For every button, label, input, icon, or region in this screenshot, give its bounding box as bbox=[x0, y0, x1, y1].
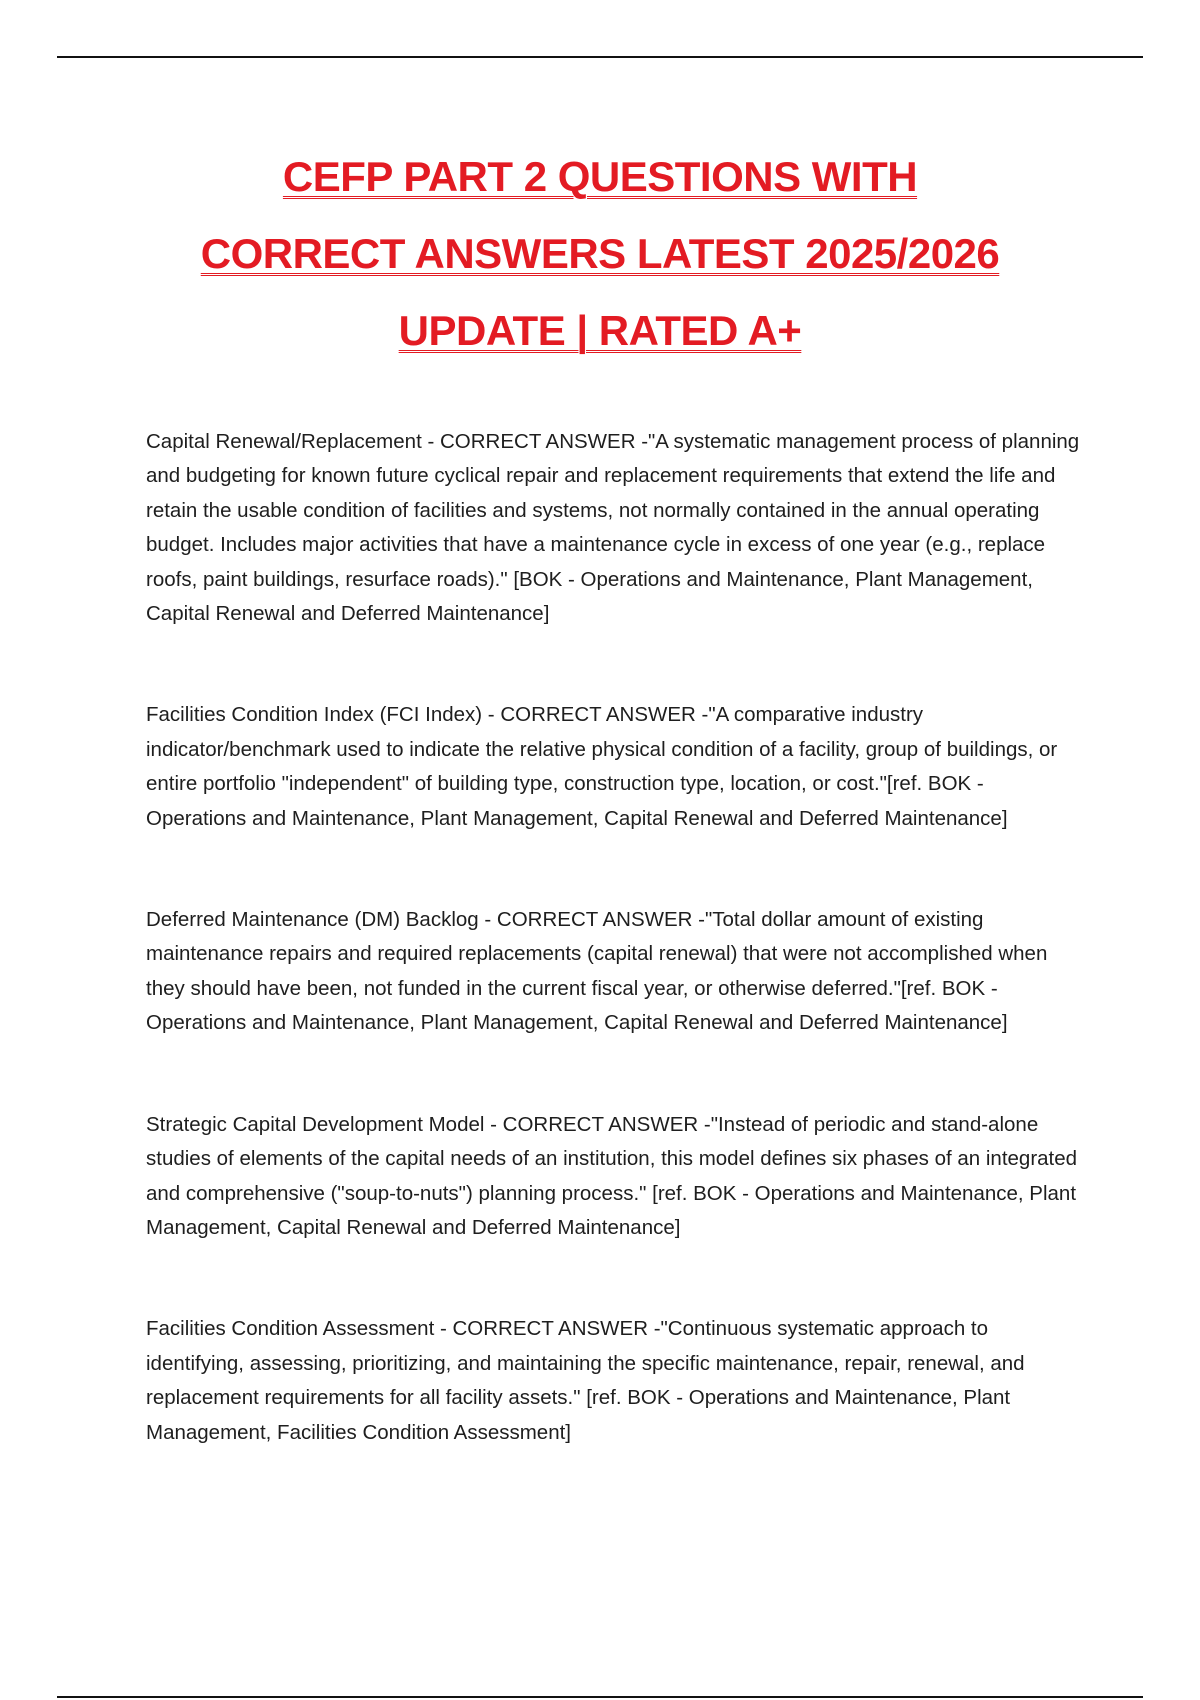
title-line-2: CORRECT ANSWERS LATEST 2025/2026 bbox=[200, 230, 1000, 277]
qa-entry-list bbox=[146, 425, 1086, 1517]
qa-entry-dm-backlog: Deferred Maintenance (DM) Backlog - CORRECT ANSWER -"Total dollar amount of existing maintenance repairs and required replacements (capital renewal) that were not accomplished when they should have been, not funded in the current fiscal year, or otherwise deferred."[ref. BOK - Operations and Maintenance, Plant Management, Capital Renewal and Deferred Maintenance] bbox=[146, 908, 1048, 1035]
document-title bbox=[0, 138, 1200, 369]
qa-entry-capital-renewal: Capital Renewal/Replacement - CORRECT ANSWER -"A systematic management process of planning and budgeting for known future cyclical repair and replacement requirements that extend the life and retain the usable condition of facilities and systems, not normally contained in the annual operating budget. Includes major activities that have a maintenance cycle in excess of one year (e.g., replace roofs, paint buildings, resurface roads)." [BOK - Operations and Maintenance, Plant Management, Capital Renewal and Deferred Maintenance] bbox=[146, 430, 1080, 626]
title-line-1: CEFP PART 2 QUESTIONS WITH bbox=[282, 153, 918, 200]
title-line-3: UPDATE | RATED A+ bbox=[398, 307, 802, 354]
qa-entry-strategic-capital-model: Strategic Capital Development Model - CORRECT ANSWER -"Instead of periodic and stand-alone studies of elements of the capital needs of an institution, this model defines six phases of an integrated and comprehensive ("soup-to-nuts") planning process." [ref. BOK - Operations and Maintenance, Plant Management, Capital Renewal and Deferred Maintenance] bbox=[146, 1112, 1078, 1239]
qa-entry-facilities-condition-assessment: Facilities Condition Assessment - CORRECT ANSWER -"Continuous systematic approach to identifying, assessing, prioritizing, and maintaining the specific maintenance, repair, renewal, and replacement requirements for all facility assets." [ref. BOK - Operations and Maintenance, Plant Management, Facilities Condition Assessment] bbox=[146, 1317, 1025, 1444]
footer-rule bbox=[57, 1696, 1143, 1698]
header-rule bbox=[57, 56, 1143, 58]
qa-entry-fci-index: Facilities Condition Index (FCI Index) - CORRECT ANSWER -"A comparative industry indicator/benchmark used to indicate the relative physical condition of a facility, group of buildings, or entire portfolio "independent" of building type, construction type, location, or cost."[ref. BOK - Operations and Maintenance, Plant Management, Capital Renewal and Deferred Maintenance] bbox=[146, 703, 1058, 830]
